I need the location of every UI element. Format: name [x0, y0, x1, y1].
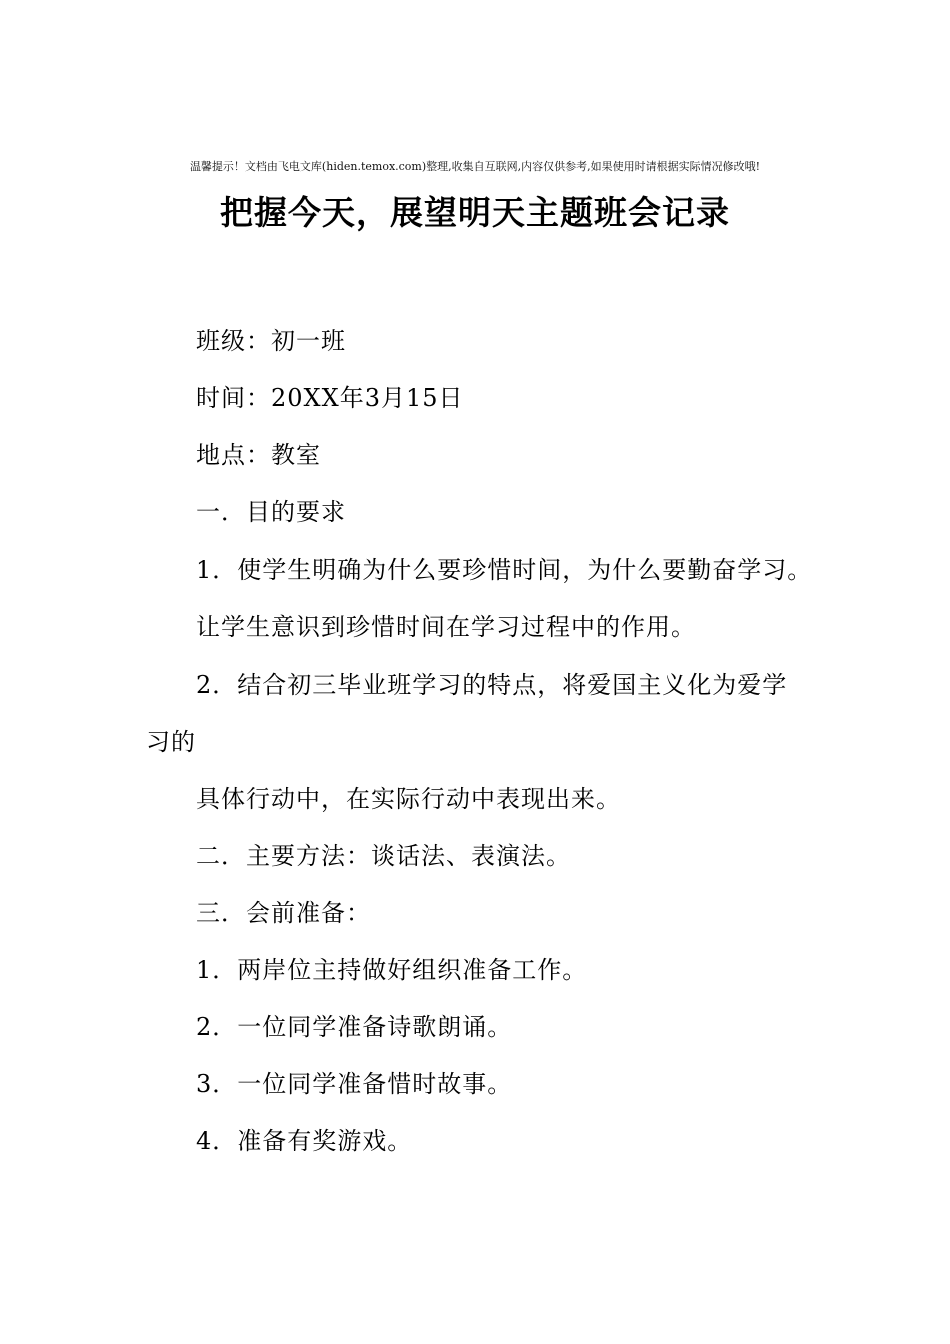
- paragraph-line: 具体行动中，在实际行动中表现出来。: [196, 785, 621, 813]
- document-title: 把握今天，展望明天主题班会记录: [220, 193, 730, 232]
- section-heading-preparation: 三．会前准备：: [196, 899, 371, 927]
- section-heading-goals: 一．目的要求: [196, 498, 346, 526]
- section-heading-methods: 二．主要方法：谈话法、表演法。: [196, 842, 571, 870]
- class-line: 班级：初一班: [196, 327, 346, 355]
- list-item: 3．一位同学准备惜时故事。: [196, 1070, 513, 1098]
- paragraph-line: 习的: [146, 728, 196, 756]
- page-notice: 温馨提示！文档由飞电文库(hiden.temox.com)整理,收集自互联网,内容仅供参考,如果使用时请根据实际情况修改哦!: [189, 160, 761, 173]
- list-item: 1．两岸位主持做好组织准备工作。: [196, 956, 588, 984]
- list-item: 2．一位同学准备诗歌朗诵。: [196, 1013, 513, 1041]
- paragraph-line: 1．使学生明确为什么要珍惜时间，为什么要勤奋学习。: [196, 556, 813, 584]
- paragraph-line: 让学生意识到珍惜时间在学习过程中的作用。: [196, 613, 696, 641]
- time-line: 时间：20XX年3月15日: [196, 384, 464, 412]
- location-line: 地点：教室: [196, 441, 321, 469]
- paragraph-line: 2．结合初三毕业班学习的特点，将爱国主义化为爱学: [196, 671, 788, 699]
- list-item: 4．准备有奖游戏。: [196, 1127, 413, 1155]
